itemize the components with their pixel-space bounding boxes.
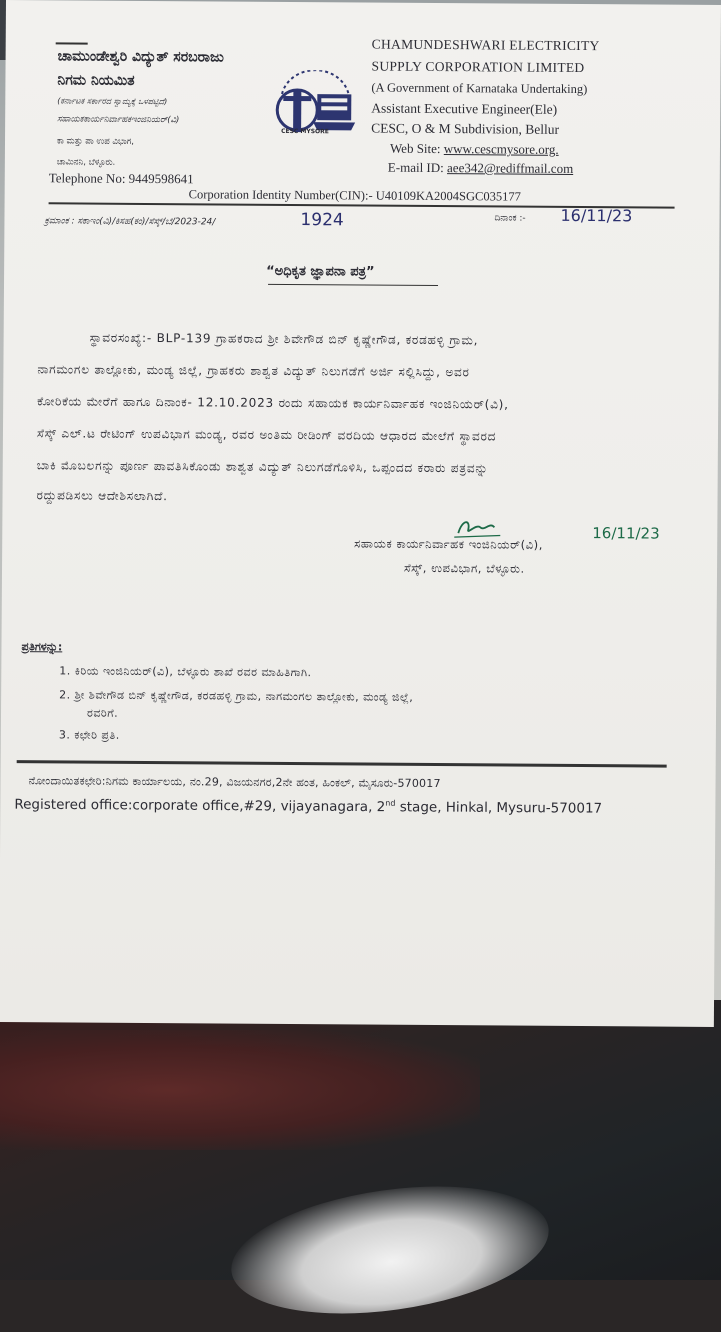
office-subdivision: CESC, O & M Subdivision, Bellur (371, 120, 560, 137)
org-name-line1: CHAMUNDESHWARI ELECTRICITY (371, 36, 600, 54)
document-date: 16/11/23 (560, 205, 633, 226)
gov-undertaking: (A Government of Karnataka Undertaking) (371, 80, 588, 97)
copy-item-2-cont: ರವರಿಗೆ. (86, 706, 119, 720)
website-link[interactable]: www.cescmysore.org. (443, 141, 559, 157)
body-line-3: ಕೋರಿಕೆಯ ಮೇರೆಗೆ ಹಾಗೂ ದಿನಾಂಕ- 12.10.2023 ರಂದು ಸಹಾಯಕ ಕಾರ್ಯನಿರ್ವಾಹಕ ಇಂಜಿನಿಯರ್(ವಿ), (37, 394, 509, 412)
email-link[interactable]: aee342@rediffmail.com (447, 160, 574, 176)
header-dash (56, 42, 88, 44)
body-line-5: ಬಾಕಿ ಮೊಬಲಗನ್ನು ಪೂರ್ಣ ಪಾವತಿಸಿಕೊಂಡು ಶಾಶ್ವತ ವಿದ್ಯುತ್ ನಿಲುಗಡೆಗೊಳಿಸಿ, ಒಪ್ಪಂದದ ಕರಾರು ಪತ್ರವನ್ನು (36, 458, 489, 476)
cloth-shadow (0, 1030, 480, 1150)
footer-address-part1: Registered office:corporate office,#29, vijayanagara, 2 (14, 796, 386, 816)
org-name-kannada: ಚಾಮುಂಡೇಶ್ವರಿ ವಿದ್ಯುತ್ ಸರಬರಾಜು (57, 48, 224, 66)
body-line-6: ರದ್ದುಪಡಿಸಲು ಆದೇಶಿಸಲಾಗಿದೆ. (36, 488, 168, 504)
gov-undertaking-kannada: (ಕರ್ನಾಟಕ ಸರ್ಕಾರದ ಸ್ವಾಮ್ಯಕ್ಕೆ ಒಳಪಟ್ಟಿದೆ) (57, 96, 168, 107)
signatory-designation: ಸಹಾಯಕ ಕಾರ್ಯನಿರ್ವಾಹಕ ಇಂಜಿನಿಯರ್(ವಿ), (354, 536, 544, 552)
website-label: Web Site: (389, 140, 441, 157)
copy-item-1: 1. ಕಿರಿಯ ಇಂಜಿನಿಯರ್(ವಿ), ಬೆಳ್ಳೂರು ಶಾಖೆ ರವರ ಮಾಹಿತಿಗಾಗಿ. (59, 664, 312, 680)
signatory-office: ಸೆಸ್ಕ್, ಉಪವಿಭಾಗ, ಬೆಳ್ಳೂರು. (403, 560, 525, 576)
place-kannada: ಚಾಮಿನನಿ, ಬೆಳ್ಳೂರು. (56, 157, 116, 168)
document-title: “ಅಧಿಕೃತ ಜ್ಞಾಪನಾ ಪತ್ರ” (266, 263, 375, 280)
logo-caption: CESC MYSORE (281, 127, 329, 136)
telephone-number: Telephone No: 9449598641 (48, 170, 194, 187)
title-underline (268, 284, 438, 286)
website-row (390, 141, 559, 158)
copies-heading: ಪ್ರತಿಗಳನ್ನು: (21, 640, 63, 654)
division-kannada: ಕಾ ಮತ್ತು ಪಾ ಉಪ ವಿಭಾಗ, (56, 136, 135, 147)
copy-item-2: 2. ಶ್ರೀ ಶಿವೇಗೌಡ ಬಿನ್ ಕೃಷ್ಣೇಗೌಡ, ಕರಡಹಳ್ಳಿ ಗ್ರಾಮ, ನಾಗಮಂಗಲ ತಾಲ್ಲೋಕು, ಮಂಡ್ಯ ಜಿಲ್ಲೆ, (59, 688, 414, 704)
signature-scribble (450, 515, 510, 539)
office-designation: Assistant Executive Engineer(Ele) (371, 100, 558, 117)
footer-address-sup: nd (385, 798, 396, 808)
date-label: ದಿನಾಂಕ :- (494, 213, 526, 224)
copy-item-3: 3. ಕಛೇರಿ ಪ್ರತಿ. (58, 728, 120, 742)
footer-address-english (14, 796, 602, 817)
email-row (388, 160, 573, 177)
email-label: E-mail ID: (387, 159, 444, 176)
footer-address-kannada: ನೋಂದಾಯಿತಕಛೇರಿ:ನಿಗಮ ಕಾರ್ಯಾಲಯ, ನಂ.29, ವಿಜಯನಗರ,2ನೇ ಹಂತ, ಹಿಂಕಲ್, ಮೈಸೂರು-570017 (28, 774, 441, 791)
cesc-logo (267, 70, 364, 143)
signature-date: 16/11/23 (592, 524, 660, 543)
body-line-2: ನಾಗಮಂಗಲ ತಾಲ್ಲೋಕು, ಮಂಡ್ಯ ಜಿಲ್ಲೆ, ಗ್ರಾಹಕರು ಶಾಶ್ವತ ವಿದ್ಯುತ್ ನಿಲುಗಡೆಗೆ ಅರ್ಜಿ ಸಲ್ಲಿಸಿದ್ದು, ಅವರ (37, 362, 470, 380)
reference-number: 1924 (300, 210, 344, 231)
footer-rule (17, 760, 667, 767)
footer-address-part2: stage, Hinkal, Mysuru-570017 (395, 799, 603, 817)
office-kannada: ಸಹಾಯಕಕಾರ್ಯನಿರ್ವಾಹಕಇಂಜಿನಿಯರ್(ವಿ) (57, 114, 180, 126)
cin-number: Corporation Identity Number(CIN):- U40109KA2004SGC035177 (188, 187, 521, 204)
body-line-4: ಸೆಸ್ಕ್ ಎಲ್.ಟ ರೇಟಿಂಗ್ ಉಪವಿಭಾಗ ಮಂಡ್ಯ, ರವರ ಅಂತಿಮ ರೀಡಿಂಗ್ ವರದಿಯ ಆಧಾರದ ಮೇಲೆಗೆ ಸ್ಥಾವರದ (36, 426, 497, 444)
org-name-line2: SUPPLY CORPORATION LIMITED (371, 58, 585, 76)
org-subtitle-kannada: ನಿಗಮ ನಿಯಮಿತ (57, 72, 135, 89)
body-line-1: ಸ್ಥಾವರಸಂಖ್ಯೆ:- BLP-139 ಗ್ರಾಹಕರಾದ ಶ್ರೀ ಶಿವೇಗೌಡ ಬಿನ್ ಕೃಷ್ಣೇಗೌಡ, ಕರಡಹಳ್ಳಿ ಗ್ರಾಮ, (89, 330, 479, 348)
reference-label: ಕ್ರಮಾಂಕ : ಸಕಾಇಂ(ವಿ)/ಕಿಸಹ(ಕಂ)/ಸೆಸ್ಕ್/ಬೆ/2023-24/ (44, 216, 216, 228)
